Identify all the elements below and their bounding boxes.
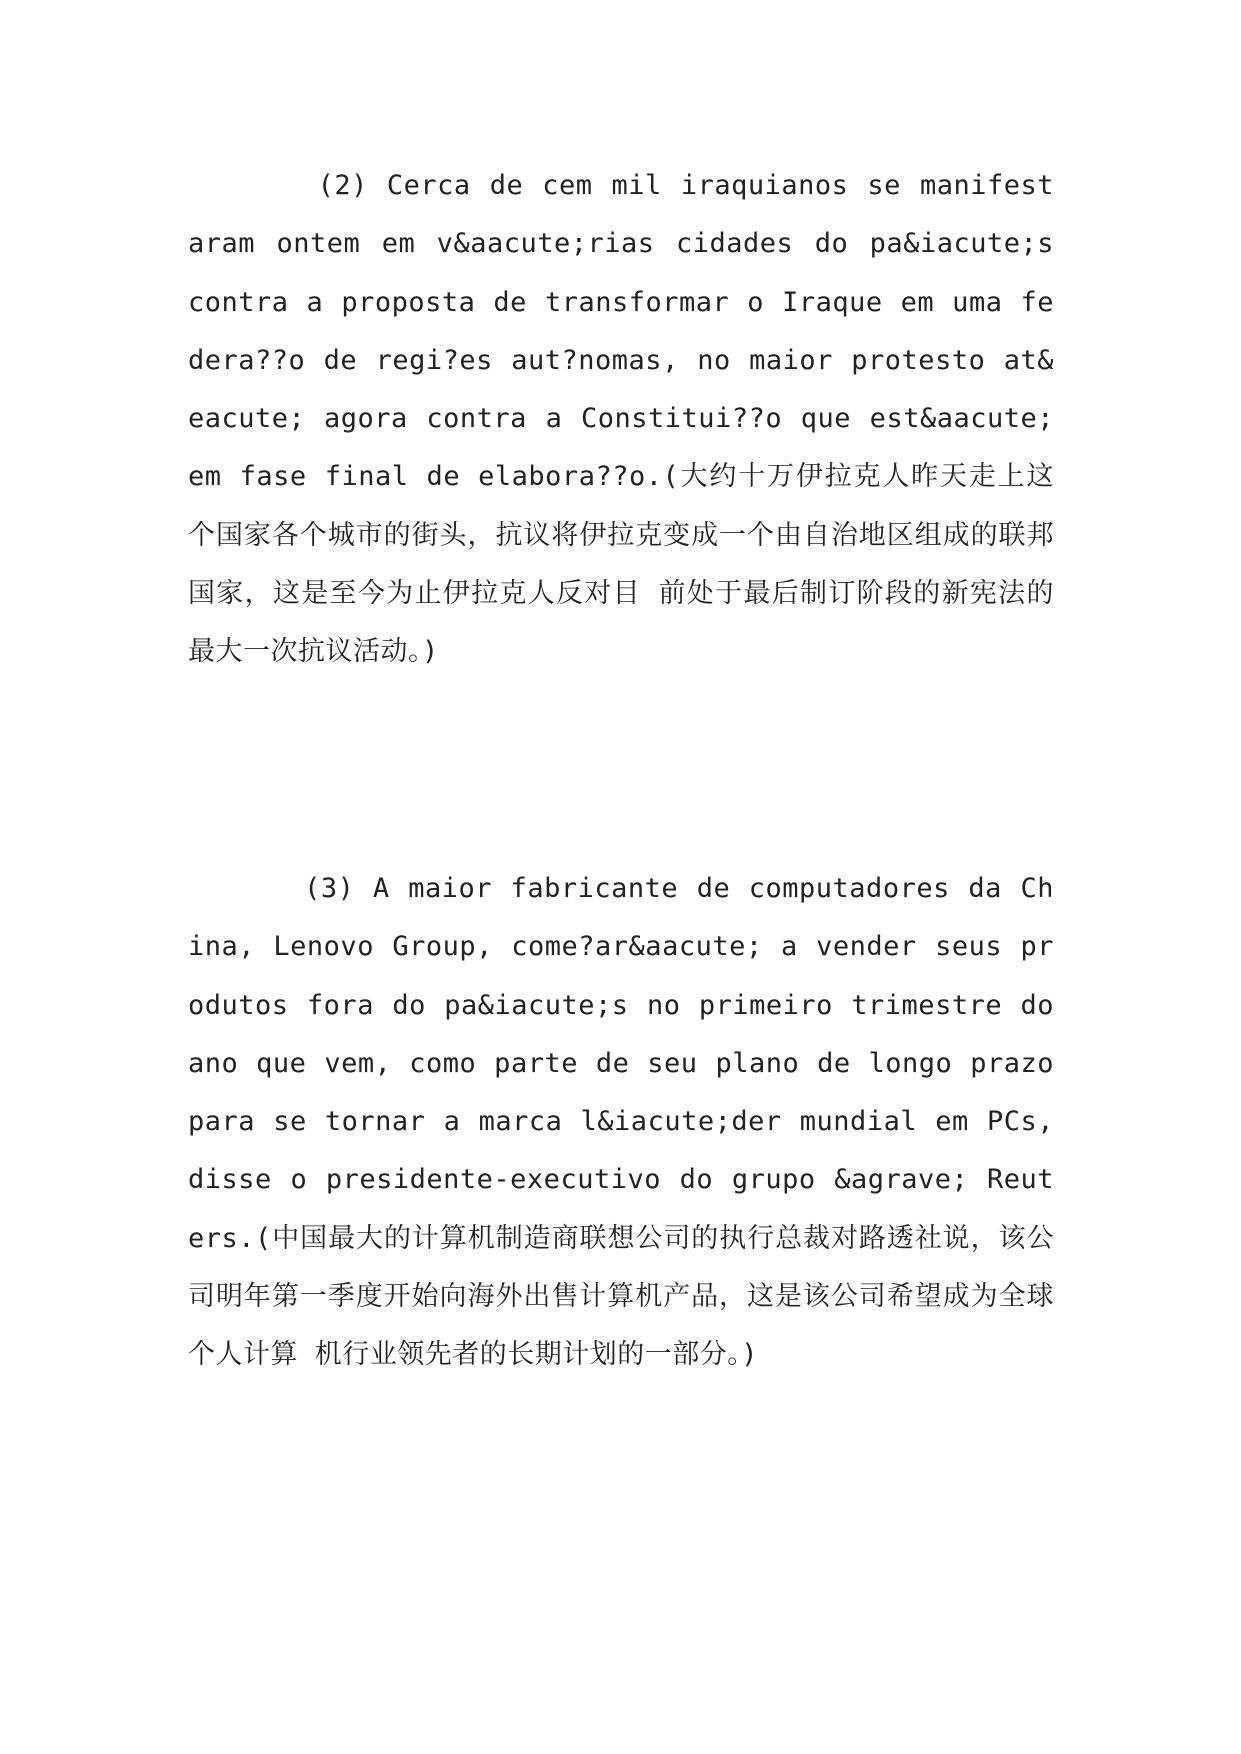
paragraph-2: (2) Cerca de cem mil iraquianos se manifestaram ontem em v&aacute;rias cidades do pa&iacute;s contra a proposta de transformar o Iraque em uma federa??o de regi?es aut?nomas, no maior protesto at&eacute; agora contra a Constitui??o que est&aacute; em fase final de elabora??o.(大约十万伊拉克人昨天走上这个国家各个城市的街头，抗议将伊拉克变成一个由自治地区组成的联邦国家，这是至今为止伊拉克人反对目 前处于最后制订阶段的新宪法的最大一次抗议活动。)	[188, 170, 1054, 668]
paragraph-3: (3) A maior fabricante de computadores da China, Lenovo Group, come?ar&aacute; a vender seus produtos fora do pa&iacute;s no primeiro trimestre do ano que vem, como parte de seu plano de longo prazo para se tornar a marca l&iacute;der mundial em PCs, disse o presidente-executivo do grupo &agrave; Reuters.(中国最大的计算机制造商联想公司的执行总裁对路透社说，该公司明年第一季度开始向海外出售计算机产品，这是该公司希望成为全球个人计算 机行业领先者的长期计划的一部分。)	[188, 873, 1054, 1371]
